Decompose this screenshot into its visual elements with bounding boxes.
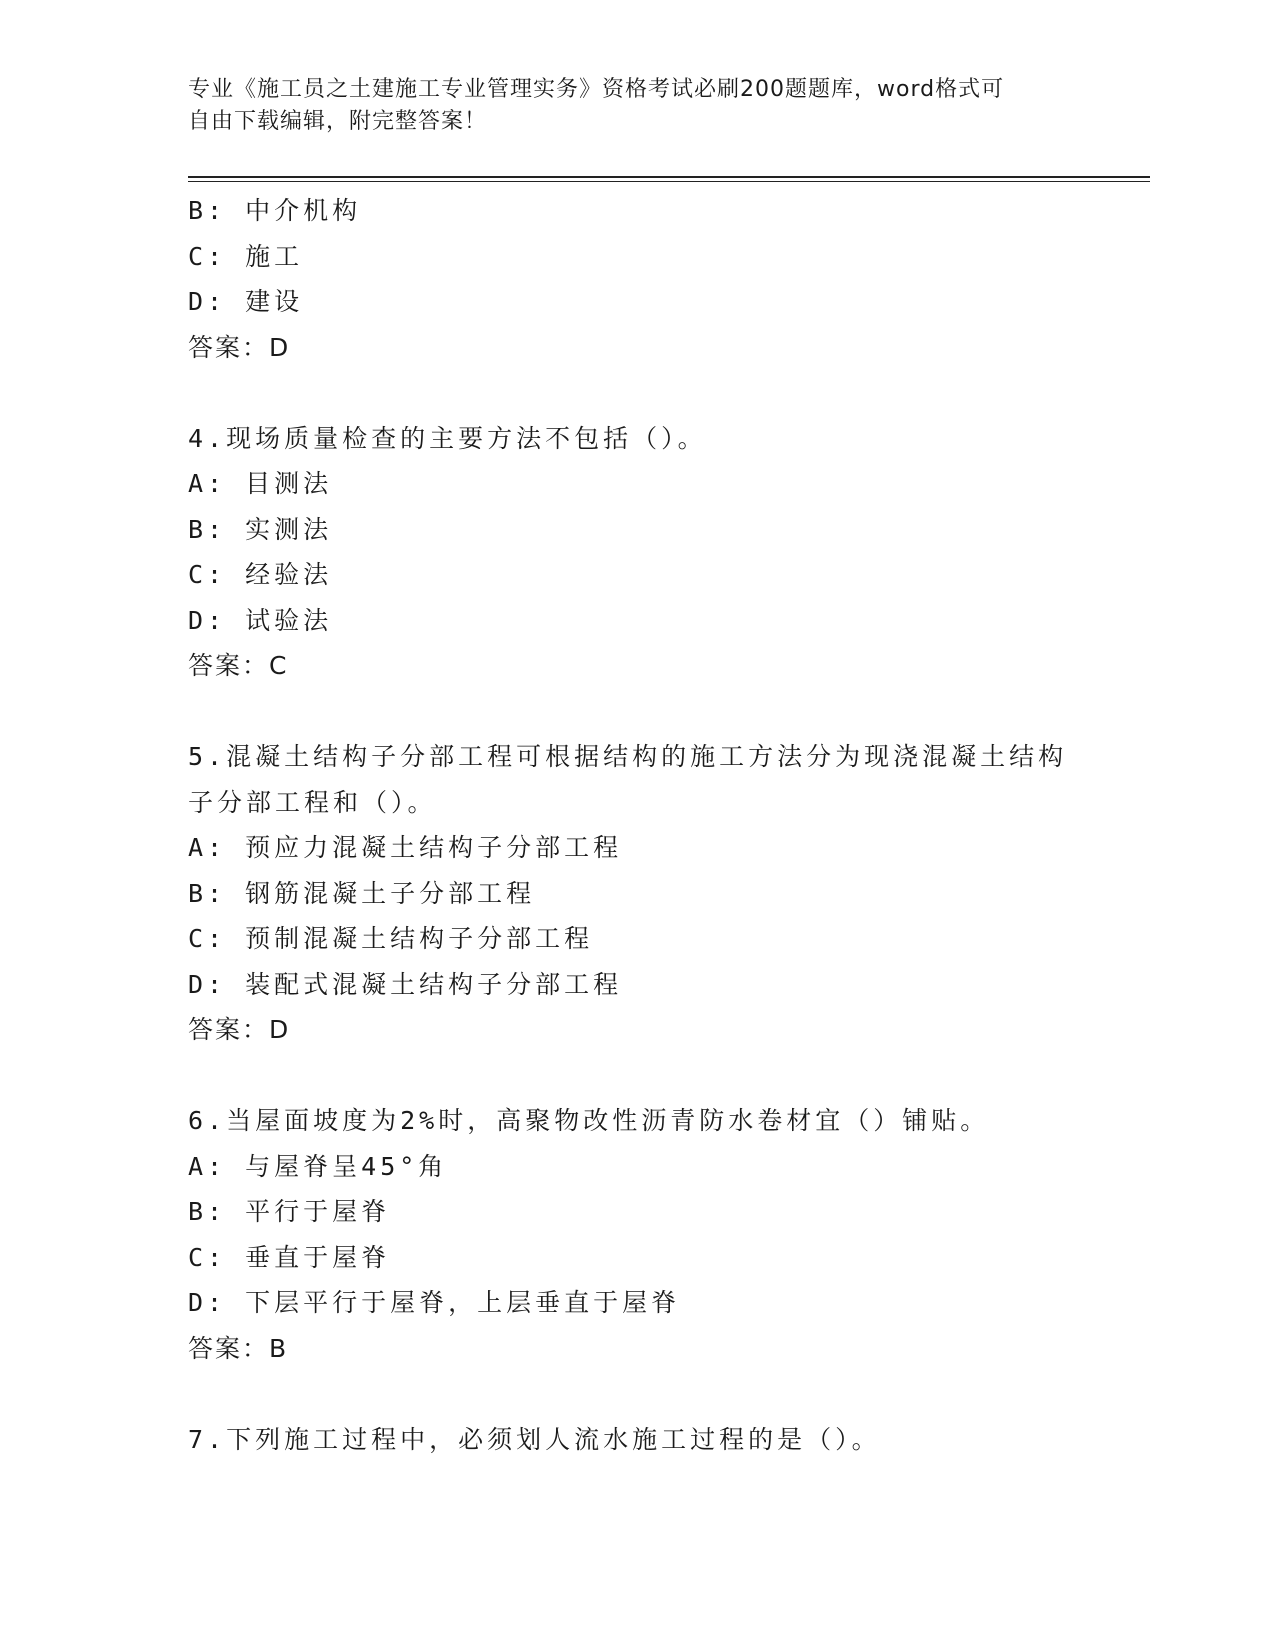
- document-header: [188, 74, 1088, 138]
- option-b: B: 平行于屋脊: [188, 1197, 391, 1226]
- option-b: B: 实测法: [188, 514, 333, 544]
- spacer: [188, 1053, 1088, 1099]
- option-d: D: 装配式混凝土结构子分部工程: [188, 969, 623, 999]
- header-divider-thick: [188, 176, 1150, 178]
- option-b: B: 钢筋混凝土子分部工程: [188, 878, 536, 908]
- question-text-line-2: 子分部工程和（）。: [188, 787, 437, 817]
- option-d: D: 下层平行于屋脊，上层垂直于屋脊: [188, 1288, 681, 1317]
- answer-line: 答案：D: [188, 1015, 291, 1044]
- question-list: [188, 188, 1088, 1462]
- header-line-2: 自由下载编辑，附完整答案！: [188, 109, 488, 134]
- question-4: [188, 416, 1088, 689]
- header-divider-thin: [188, 181, 1150, 182]
- answer-line: 答案：D: [188, 332, 291, 362]
- option-d: D: 建设: [188, 287, 304, 316]
- question-text-line-1: 5.混凝土结构子分部工程可根据结构的施工方法分为现浇混凝土结构: [188, 742, 1068, 771]
- option-c: C: 经验法: [188, 560, 333, 589]
- question-3-continuation: [188, 188, 1088, 370]
- question-7: [188, 1417, 1088, 1463]
- answer-line: 答案：B: [188, 1333, 289, 1363]
- spacer: [188, 1371, 1088, 1417]
- question-text: 7.下列施工过程中，必须划人流水施工过程的是（）。: [188, 1424, 881, 1454]
- question-text: 4.现场质量检查的主要方法不包括（）。: [188, 423, 707, 453]
- option-a: A: 目测法: [188, 469, 333, 498]
- option-a: A: 与屋脊呈45°角: [188, 1151, 448, 1181]
- option-a: A: 预应力混凝土结构子分部工程: [188, 833, 623, 862]
- option-b: B: 中介机构: [188, 196, 362, 225]
- question-5: [188, 734, 1088, 1053]
- header-line-1: 专业《施工员之土建施工专业管理实务》资格考试必刷200题题库，word格式可: [188, 77, 1005, 102]
- spacer: [188, 370, 1088, 416]
- question-text: 6.当屋面坡度为2%时，高聚物改性沥青防水卷材宜（）铺贴。: [188, 1106, 990, 1135]
- option-d: D: 试验法: [188, 605, 333, 635]
- option-c: C: 施工: [188, 241, 304, 271]
- option-c: C: 预制混凝土结构子分部工程: [188, 924, 594, 953]
- question-6: [188, 1098, 1088, 1371]
- spacer: [188, 689, 1088, 735]
- option-c: C: 垂直于屋脊: [188, 1242, 391, 1272]
- answer-line: 答案：C: [188, 651, 289, 680]
